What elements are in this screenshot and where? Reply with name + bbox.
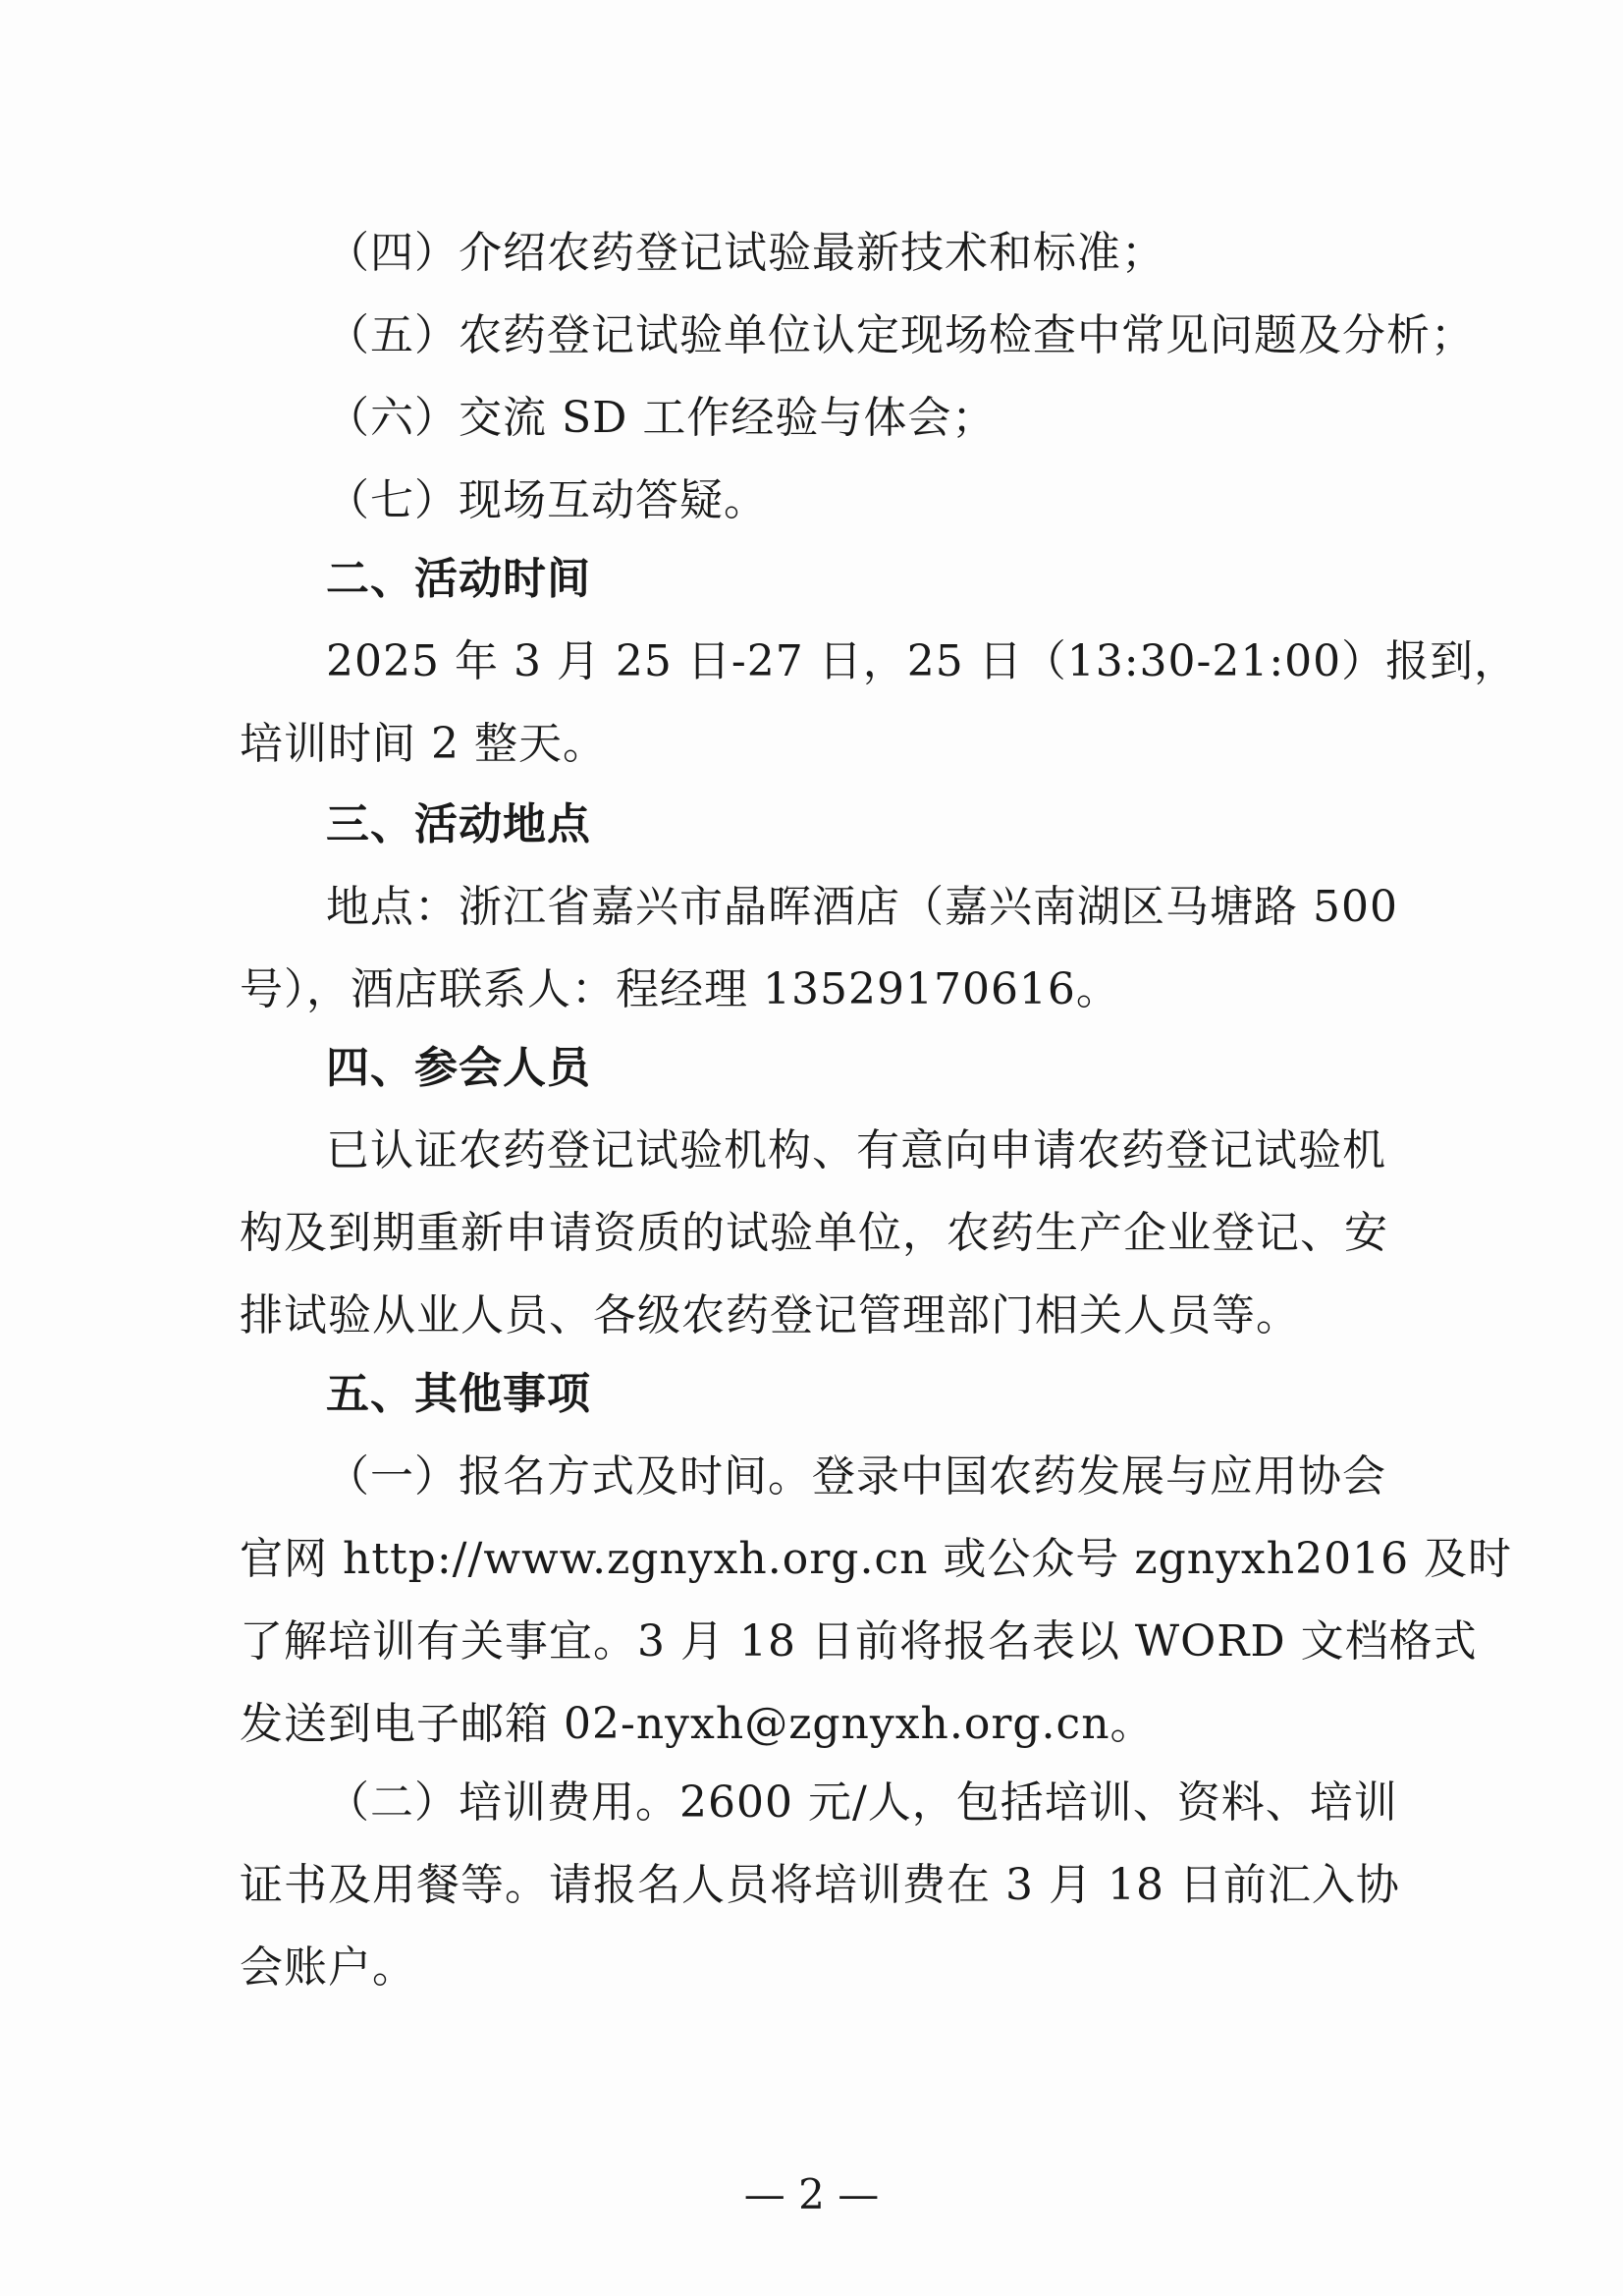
attendees-paragraph-line-3: 排试验从业人员、各级农药登记管理部门相关人员等。 <box>240 1290 1300 1340</box>
section-heading-location: 三、活动地点 <box>326 799 591 849</box>
location-paragraph-line-2: 号），酒店联系人：程经理 13529170616。 <box>240 964 1120 1014</box>
time-paragraph-line-2: 培训时间 2 整天。 <box>240 719 607 769</box>
list-item-4: （四）介绍农药登记试验最新技术和标准； <box>326 228 1165 278</box>
attendees-paragraph-line-2: 构及到期重新申请资质的试验单位，农药生产企业登记、安 <box>240 1208 1388 1258</box>
location-paragraph-line-1: 地点：浙江省嘉兴市晶晖酒店（嘉兴南湖区马塘路 500 <box>326 882 1398 932</box>
fee-paragraph-line-3: 会账户。 <box>240 1942 416 1993</box>
section-heading-time: 二、活动时间 <box>326 554 591 604</box>
fee-paragraph-line-2: 证书及用餐等。请报名人员将培训费在 3 月 18 日前汇入协 <box>240 1860 1400 1910</box>
registration-paragraph-line-1: （一）报名方式及时间。登录中国农药发展与应用协会 <box>326 1451 1386 1502</box>
page-number: — 2 — <box>743 2170 880 2218</box>
time-paragraph-line-1: 2025 年 3 月 25 日-27 日，25 日（13:30-21:00）报到， <box>326 636 1519 686</box>
registration-paragraph-line-3: 了解培训有关事宜。3 月 18 日前将报名表以 WORD 文档格式 <box>240 1616 1478 1667</box>
section-heading-other: 五、其他事项 <box>326 1369 591 1419</box>
registration-paragraph-line-4: 发送到电子邮箱 02-nyxh@zgnyxh.org.cn。 <box>240 1699 1155 1749</box>
list-item-6: （六）交流 SD 工作经验与体会； <box>326 393 997 443</box>
attendees-paragraph-line-1: 已认证农药登记试验机构、有意向申请农药登记试验机 <box>326 1125 1386 1175</box>
list-item-7: （七）现场互动答疑。 <box>326 475 768 525</box>
list-item-5: （五）农药登记试验单位认定现场检查中常见问题及分析； <box>326 310 1475 360</box>
registration-paragraph-line-2: 官网 http://www.zgnyxh.org.cn 或公众号 zgnyxh2016 及时 <box>240 1534 1513 1584</box>
fee-paragraph-line-1: （二）培训费用。2600 元/人，包括培训、资料、培训 <box>326 1777 1398 1828</box>
section-heading-attendees: 四、参会人员 <box>326 1043 591 1093</box>
